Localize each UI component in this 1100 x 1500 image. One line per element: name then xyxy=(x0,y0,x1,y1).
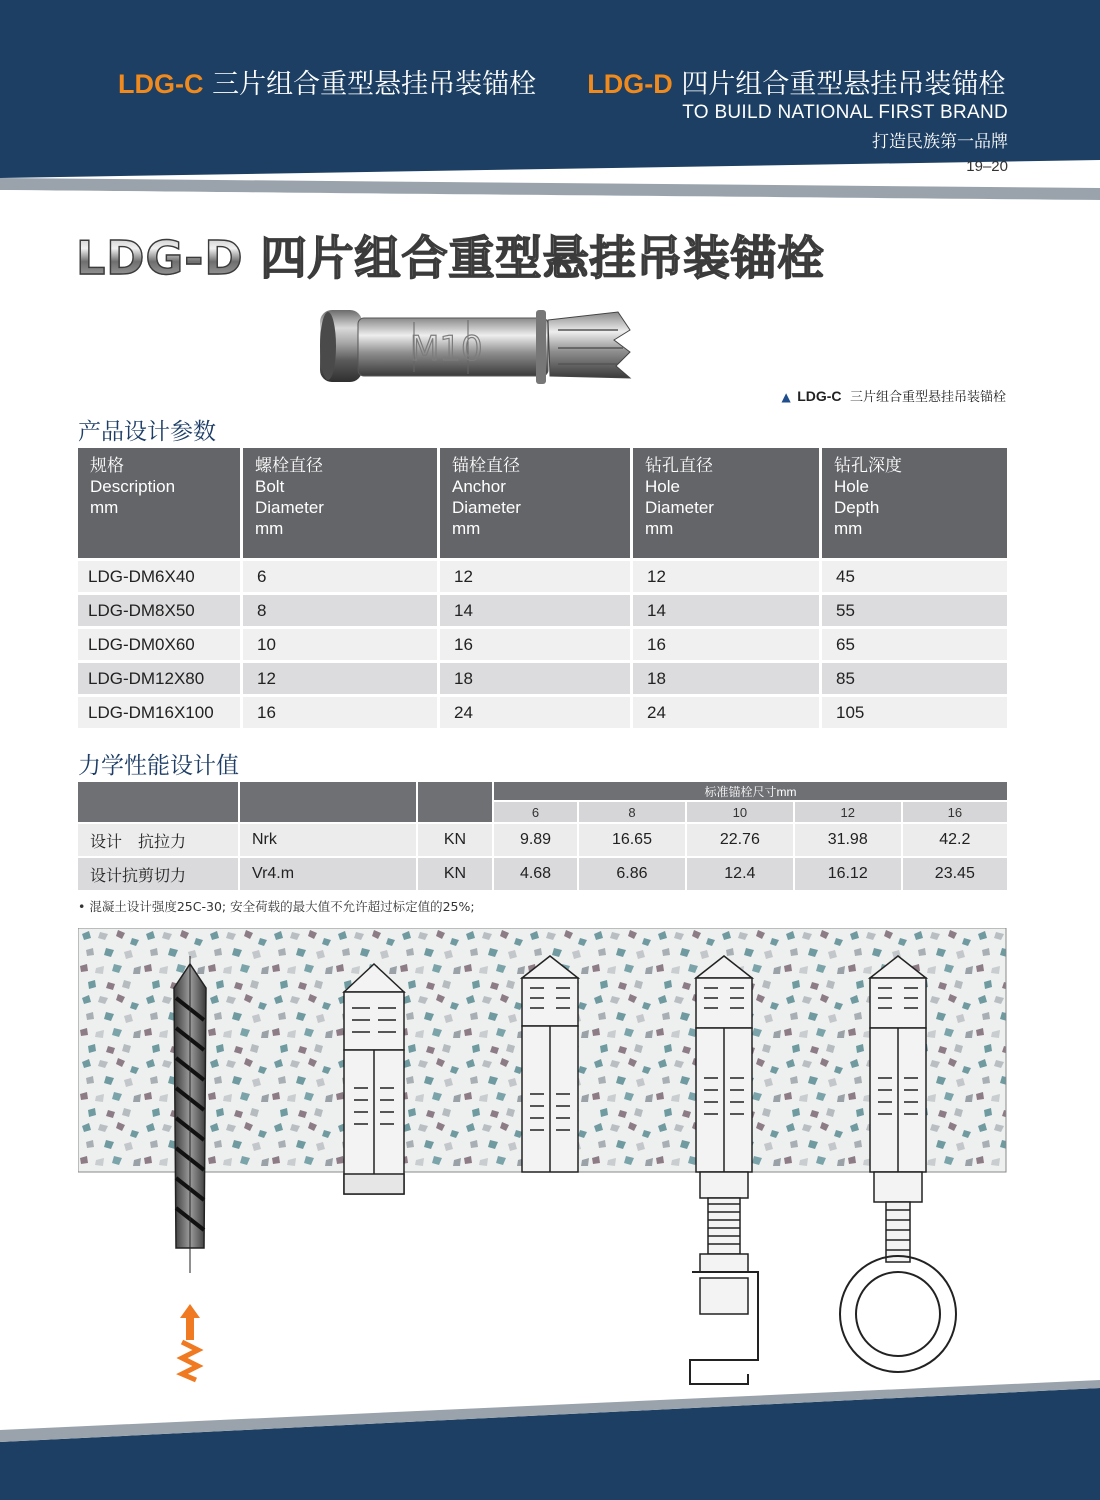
header-cn: 规格 xyxy=(90,456,124,475)
table-cell: 12 xyxy=(632,560,821,594)
table-row xyxy=(78,662,1007,696)
table-cell: 23.45 xyxy=(902,857,1007,890)
header-unit: mm xyxy=(645,519,674,538)
table-cell: 22.76 xyxy=(686,823,794,857)
header-right-code: LDG-D xyxy=(587,69,673,99)
row-symbol: Nrk xyxy=(239,823,417,857)
header-en1: Bolt xyxy=(255,477,285,496)
table-cell: 12.4 xyxy=(686,857,794,890)
table-cell: 55 xyxy=(821,594,1008,628)
slogan-english: TO BUILD NATIONAL FIRST BRAND xyxy=(682,102,1008,123)
empty-header-cell xyxy=(78,782,239,823)
empty-header-cell xyxy=(239,782,417,823)
row-unit: KN xyxy=(417,857,493,890)
installation-illustration xyxy=(78,928,1008,1390)
table-row xyxy=(78,628,1007,662)
main-title: LDG-D 四片组合重型悬挂吊装锚栓 xyxy=(76,222,825,288)
row-label: 设计 抗拉力 xyxy=(78,823,239,857)
drill-direction-arrow-icon xyxy=(180,1304,200,1380)
header-en2: Diameter xyxy=(645,498,714,517)
table-cell: 12 xyxy=(242,662,439,696)
table-cell: 16 xyxy=(439,628,632,662)
header-cell xyxy=(78,448,242,560)
header-en1: Anchor xyxy=(452,477,506,496)
header-cell xyxy=(242,448,439,560)
mechanics-table xyxy=(78,782,1007,890)
table-cell: 14 xyxy=(439,594,632,628)
table-cell: 8 xyxy=(242,594,439,628)
mechanics-group-header-row xyxy=(78,782,1007,801)
table-cell: LDG-DM6X40 xyxy=(78,560,242,594)
table-cell: 18 xyxy=(632,662,821,696)
header-cn: 螺栓直径 xyxy=(255,456,323,475)
size-group-header: 标准锚栓尺寸mm xyxy=(493,782,1007,801)
table-cell: 24 xyxy=(632,696,821,729)
parameter-table xyxy=(78,448,1007,728)
header-en1: Description xyxy=(90,477,176,496)
header-cn: 钻孔深度 xyxy=(834,456,902,475)
header-en1: Hole xyxy=(645,477,680,496)
caption-code: LDG-C xyxy=(797,388,842,404)
table-cell: LDG-DM12X80 xyxy=(78,662,242,696)
anchor-with-bracket-icon xyxy=(690,956,758,1384)
table-row xyxy=(78,560,1007,594)
table-cell: 16.12 xyxy=(794,857,902,890)
product-photo xyxy=(318,300,638,390)
photo-marking: M10 xyxy=(410,329,483,369)
header-en2: Depth xyxy=(834,498,880,517)
table-cell: 4.68 xyxy=(493,857,578,890)
table-cell: 85 xyxy=(821,662,1008,696)
table-cell: LDG-DM8X50 xyxy=(78,594,242,628)
table-cell: 16 xyxy=(242,696,439,729)
table-cell: LDG-DM16X100 xyxy=(78,696,242,729)
anchor-set-icon xyxy=(522,956,578,1172)
size-header: 8 xyxy=(578,801,686,823)
table-cell: 42.2 xyxy=(902,823,1007,857)
empty-header-cell xyxy=(417,782,493,823)
slogan-chinese: 打造民族第一品牌 xyxy=(872,132,1008,152)
footer-background xyxy=(0,1380,1100,1500)
triangle-marker-icon: ▲ xyxy=(781,390,791,404)
table-cell: 45 xyxy=(821,560,1008,594)
header-unit: mm xyxy=(452,519,481,538)
row-symbol: Vr4.m xyxy=(239,857,417,890)
table-cell: 10 xyxy=(242,628,439,662)
table-cell: 105 xyxy=(821,696,1008,729)
header-cell xyxy=(821,448,1008,560)
size-header: 6 xyxy=(493,801,578,823)
table-cell: 65 xyxy=(821,628,1008,662)
table-cell: 6.86 xyxy=(578,857,686,890)
caption-name: 三片组合重型悬挂吊装锚栓 xyxy=(849,390,1006,405)
table-row xyxy=(78,594,1007,628)
table-row xyxy=(78,823,1007,857)
table-cell: 6 xyxy=(242,560,439,594)
header-cn: 锚栓直径 xyxy=(452,456,520,475)
parameter-table-header-row xyxy=(78,448,1007,560)
row-label: 设计抗剪切力 xyxy=(78,857,239,890)
table-cell: 12 xyxy=(439,560,632,594)
table-cell: 16 xyxy=(632,628,821,662)
header-unit: mm xyxy=(834,519,863,538)
table-row xyxy=(78,857,1007,890)
table-row xyxy=(78,696,1007,729)
photo-caption xyxy=(782,386,1006,405)
page-numbers: 19–20 xyxy=(966,158,1008,175)
drill-bit-icon xyxy=(174,956,206,1273)
header-left-name: 三片组合重型悬挂吊装锚栓 xyxy=(212,69,537,100)
header-unit: mm xyxy=(255,519,284,538)
size-header: 10 xyxy=(686,801,794,823)
header-cell xyxy=(439,448,632,560)
header-cn: 钻孔直径 xyxy=(645,456,713,475)
header-headline xyxy=(118,62,1005,101)
header-right-name: 四片组合重型悬挂吊装锚栓 xyxy=(681,69,1006,100)
footnote: • 混凝土设计强度25C-30; 安全荷载的最大值不允许超过标定值的25%; xyxy=(78,899,475,914)
header-cell xyxy=(632,448,821,560)
table-cell: 16.65 xyxy=(578,823,686,857)
table-cell: 18 xyxy=(439,662,632,696)
table-cell: 14 xyxy=(632,594,821,628)
table-cell: 24 xyxy=(439,696,632,729)
header-left-code: LDG-C xyxy=(118,69,204,99)
section-title-mechanics: 力学性能设计值 xyxy=(78,753,239,779)
header-unit: mm xyxy=(90,498,119,517)
row-unit: KN xyxy=(417,823,493,857)
table-cell: LDG-DM0X60 xyxy=(78,628,242,662)
anchor-inserted-icon xyxy=(344,964,404,1194)
header-en2: Diameter xyxy=(452,498,521,517)
section-title-parameters: 产品设计参数 xyxy=(78,419,216,445)
header-en2: Diameter xyxy=(255,498,324,517)
table-cell: 31.98 xyxy=(794,823,902,857)
size-header: 16 xyxy=(902,801,1007,823)
header-en1: Hole xyxy=(834,477,869,496)
size-header: 12 xyxy=(794,801,902,823)
table-cell: 9.89 xyxy=(493,823,578,857)
